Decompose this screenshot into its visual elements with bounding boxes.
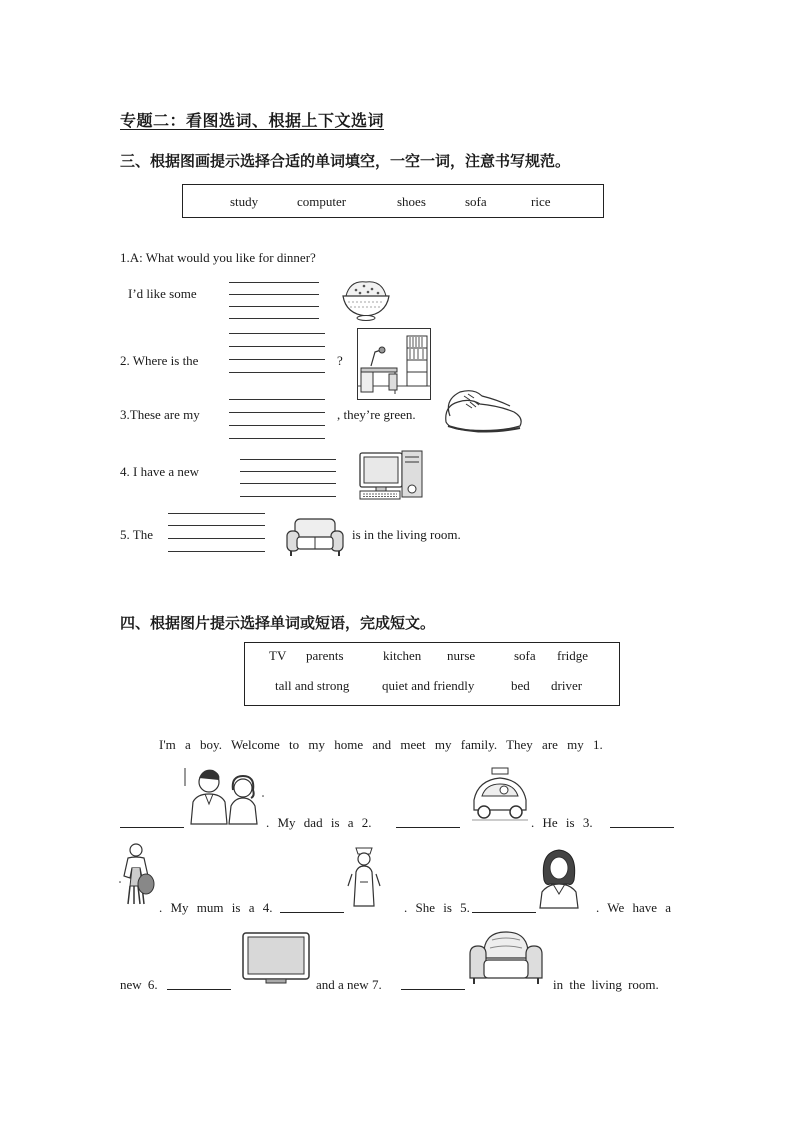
word-bank-item: driver — [551, 678, 583, 693]
passage-line-1: I'm a boy. Welcome to my home and meet my family. They are my 1. — [159, 737, 603, 752]
q4-question: 4. I have a new — [120, 464, 200, 479]
blank-2[interactable] — [396, 815, 460, 828]
blank-3[interactable] — [610, 815, 674, 828]
blank-1[interactable] — [120, 815, 184, 828]
passage-line-3b: . She is 5. — [404, 900, 470, 915]
q5-question-end: is in the living room. — [352, 527, 461, 542]
armchair-icon — [468, 928, 544, 988]
q5-question: 5. The — [120, 527, 153, 542]
q2-question-mark: ? — [337, 353, 343, 368]
word-bank-item: rice — [531, 194, 551, 209]
q3-question: 3.These are my — [120, 407, 200, 422]
word-bank-item: shoes — [397, 194, 426, 209]
nurse-icon — [346, 842, 382, 908]
passage-line-2a: . My dad is a 2. — [266, 815, 372, 830]
word-bank-item: fridge — [557, 648, 589, 663]
taxi-driver-icon — [470, 766, 530, 822]
sofa-icon — [285, 517, 345, 559]
word-bank-item: tall and strong — [275, 678, 350, 693]
word-bank-item: nurse — [447, 648, 476, 663]
word-bank-item: computer — [297, 194, 347, 209]
word-bank-item: study — [230, 194, 259, 209]
strong-man-icon — [118, 842, 158, 908]
passage-line-3c: . We have a — [596, 900, 672, 915]
passage-line-4b: and a new 7. — [316, 977, 382, 992]
passage-line-3a: . My mum is a 4. — [159, 900, 273, 915]
word-bank-item: quiet and friendly — [382, 678, 475, 693]
rice-bowl-icon — [340, 276, 392, 322]
section-3-heading: 三、根据图画提示选择合适的单词填空，一空一词，注意书写规范。 — [120, 152, 571, 170]
shoes-icon — [440, 382, 526, 440]
q3-question-end: , they’re green. — [337, 407, 416, 422]
word-bank-item: sofa — [514, 648, 536, 663]
passage-line-4a: new 6. — [120, 977, 158, 992]
section-4-heading: 四、根据图片提示选择单词或短语，完成短文。 — [120, 614, 436, 632]
woman-icon — [536, 846, 582, 908]
tv-icon — [242, 932, 310, 984]
word-bank-box — [182, 184, 604, 218]
blank-6[interactable] — [167, 977, 231, 990]
blank-4[interactable] — [280, 900, 344, 913]
word-bank-item: TV — [269, 648, 287, 663]
page-title: 专题二：看图选词、根据上下文选词 — [120, 111, 385, 130]
blank-5[interactable] — [472, 900, 536, 913]
word-bank-item: parents — [306, 648, 344, 663]
word-bank-item: kitchen — [383, 648, 422, 663]
word-bank-box-2 — [244, 642, 620, 706]
passage-line-4c: in the living room. — [553, 977, 659, 992]
parents-icon — [185, 766, 263, 824]
q1-question: 1.A: What would you like for dinner? — [120, 250, 316, 265]
computer-icon — [358, 449, 424, 505]
q2-question: 2. Where is the — [120, 353, 199, 368]
blank-7[interactable] — [401, 977, 465, 990]
word-bank-item: bed — [511, 678, 530, 693]
study-room-icon — [357, 328, 431, 400]
q1-answer-prefix: I’d like some — [128, 286, 197, 301]
passage-line-2b: . He is 3. — [531, 815, 593, 830]
word-bank-item: sofa — [465, 194, 487, 209]
